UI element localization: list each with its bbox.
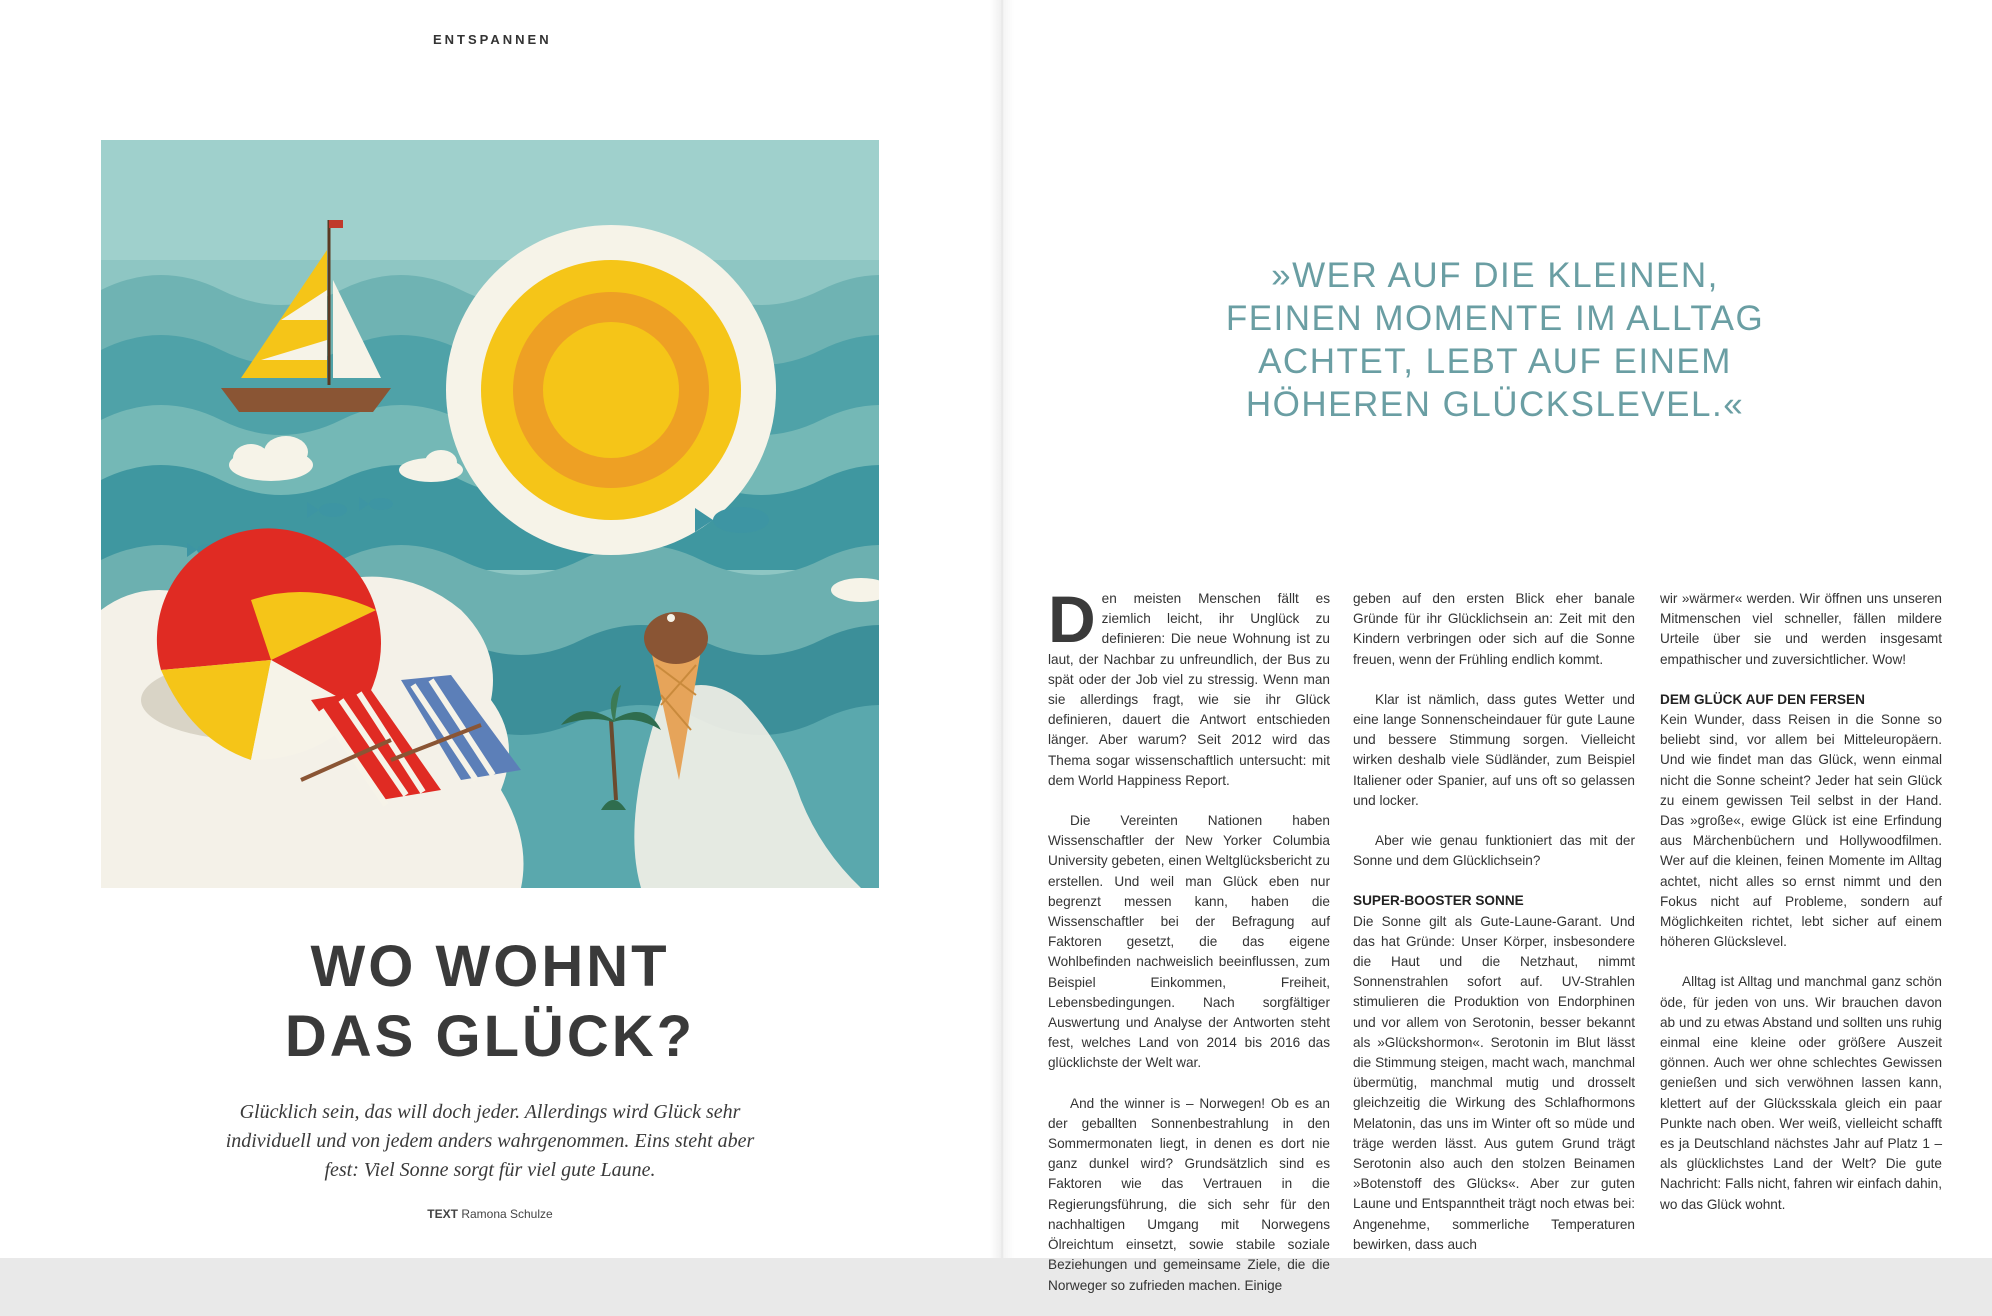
- pull-quote-line-3: ACHTET, LEBT AUF EINEM: [1258, 342, 1732, 381]
- pull-quote-line-2: FEINEN MOMENTE IM ALLTAG: [1225, 299, 1765, 338]
- headline-line-2: DAS GLÜCK?: [284, 1004, 696, 1069]
- paragraph-text: en meisten Menschen fällt es ziemlich leicht, ihr Unglück zu definieren: Die neue Wohnung ist zu laut, der Nachbar zu unfreundlich, der Bus zu spät oder der Job viel zu stressig. Wenn man sie allerdings fragt, wie sie ihr Glück definieren, dauert die Antwort entschieden länger. Aber warum? Seit 2012 wird das Thema sogar wissenschaftlich untersucht: mit dem World Happiness Report.: [1048, 591, 1330, 788]
- left-page: [0, 0, 1000, 1258]
- pull-quote: [1225, 254, 1765, 426]
- credit-label: TEXT: [427, 1207, 458, 1221]
- section-label: ENTSPANNEN: [433, 32, 552, 47]
- paragraph: And the winner is – Norwegen! Ob es an der geballten Sonnenbestrahlung in den Sommermonaten liegt, in denen es dort nie ganz dunkel wird? Grundsätzlich sind es Faktoren wie das Vertrauen in die Regierungsführung, die sich sehr für den nachhaltigen Umgang mit Norwegens Ölreichtum einsetzt, sowie stabile soziale Beziehungen und gemeinsame Ziele, die die Norweger so zufrieden machen. Einige: [1048, 1095, 1330, 1293]
- author-credit: [300, 1207, 680, 1221]
- text-column-2: [1353, 589, 1635, 1275]
- paragraph: geben auf den ersten Blick eher banale Gründe für ihr Glücklichsein an: Zeit mit den Kindern verbringen oder sich auf die Sonne freuen, wenn der Frühling endlich kommt.: [1353, 591, 1635, 667]
- paragraph: Aber wie genau funktioniert das mit der Sonne und dem Glücklichsein?: [1353, 833, 1635, 869]
- sun-icon: [446, 225, 776, 555]
- text-column-1: [1048, 582, 1330, 1316]
- paragraph: Alltag ist Alltag und manchmal ganz schön öde, für jeden von uns. Wir brauchen davon ab und zu etwas Abstand und sollten uns ruhig einmal eine kleine oder größere Auszeit gönnen. Auch wer ohne schlechtes Gewissen genießen und sich verwöhnen lassen kann, klettert auf der Glücksskala gleich ein paar Punkte nach oben. Wer weiß, vielleicht schafft es ja Deutschland nächstes Jahr auf Platz 1 – als glücklichstes Land der Welt? Die gute Nachricht: Falls nicht, fahren wir einfach dahin, wo das Glück wohnt.: [1660, 974, 1942, 1212]
- drop-cap: D: [1048, 582, 1096, 656]
- paragraph: Die Sonne gilt als Gute-Laune-Garant. Und das hat Gründe: Unser Körper, insbesondere die Haut und die Netzhaut, nimmt Sonnenstrahlen sofort auf. UV-Strahlen stimulieren die Produktion von Endorphinen und vor allem von Serotonin, besser bekannt als »Glückshormon«. Serotonin im Blut lässt die Stimmung steigen, macht wach, manchmal übermütig, manchmal mutig und drosselt gleichzeitig die Wirkung des Schlafhormons Melatonin, das uns im Winter oft so müde und träge werden lässt. Aus gutem Grund trägt Serotonin also auch den stolzen Beinamen »Botenstoff des Glücks«. Aber zur guten Laune und Entspanntheit trägt noch etwas bei: Angenehme, sommerliche Temperaturen bewirken, dass auch: [1353, 913, 1635, 1252]
- pull-quote-line-4: HÖHEREN GLÜCKSLEVEL.«: [1245, 385, 1745, 424]
- paragraph: Kein Wunder, dass Reisen in die Sonne so beliebt sind, vor allem bei Mitteleuropäern. Und wie findet man das Glück, wenn einmal nicht die Sonne scheint? Jeder hat sein Glück zu einem gewissen Teil selbst in der Hand. Das »große«, ewige Glück ist eine Erfindung aus Märchenbüchern und Hollywoodfilmen. Wer auf die kleinen, feinen Momente im Alltag achtet, nicht alles so ernst nimmt und den Fokus nicht auf Probleme, sondern auf Möglichkeiten richtet, lebt sicher auf einem höheren Glückslevel.: [1660, 712, 1942, 950]
- text-column-3: [1660, 589, 1942, 1235]
- paragraph: [1048, 582, 1330, 791]
- headline-line-1: WO WOHNT: [310, 934, 670, 999]
- subheading: DEM GLÜCK AUF DEN FERSEN: [1660, 691, 1865, 707]
- headline: [100, 932, 880, 1072]
- pull-quote-line-1: »WER AUF DIE KLEINEN,: [1271, 256, 1719, 295]
- beach-illustration: [101, 140, 879, 888]
- paragraph: Klar ist nämlich, dass gutes Wetter und eine lange Sonnenscheindauer für gute Laune und bessere Stimmung sorgen. Vielleicht wirken deshalb viele Südländer, zum Beispiel Italiener oder Spanier, auf uns oft so gelassen und locker.: [1353, 691, 1635, 808]
- credit-author: Ramona Schulze: [461, 1207, 553, 1221]
- lead-text: Glücklich sein, das will doch jeder. Allerdings wird Glück sehr individuell und von jedem anders wahrgenommen. Eins steht aber fest: Viel Sonne sorgt für viel gute Laune.: [225, 1101, 755, 1181]
- paragraph: wir »wärmer« werden. Wir öffnen uns unseren Mitmenschen viel schneller, fällen mildere Urteile über sie und werden insgesamt empathischer und zuversichtlicher. Wow!: [1660, 591, 1942, 667]
- subheading: SUPER-BOOSTER SONNE: [1353, 893, 1524, 909]
- paragraph: Die Vereinten Nationen haben Wissenschaftler der New Yorker Columbia University gebeten, einen Weltglücksbericht zu erstellen. Und weil man Glück eben nur begrenzt messen kann, haben die Wissenschaftler bei der Befragung auf Faktoren gesetzt, die das eigene Wohlbefinden nachweislich beeinflussen, zum Beispiel Einkommen, Freiheit, Lebensbedingungen. Nach sorgfältiger Auswertung und Analyse der Antworten steht fest, welches Land von 2014 bis 2016 das glücklichste der Welt war.: [1048, 813, 1330, 1071]
